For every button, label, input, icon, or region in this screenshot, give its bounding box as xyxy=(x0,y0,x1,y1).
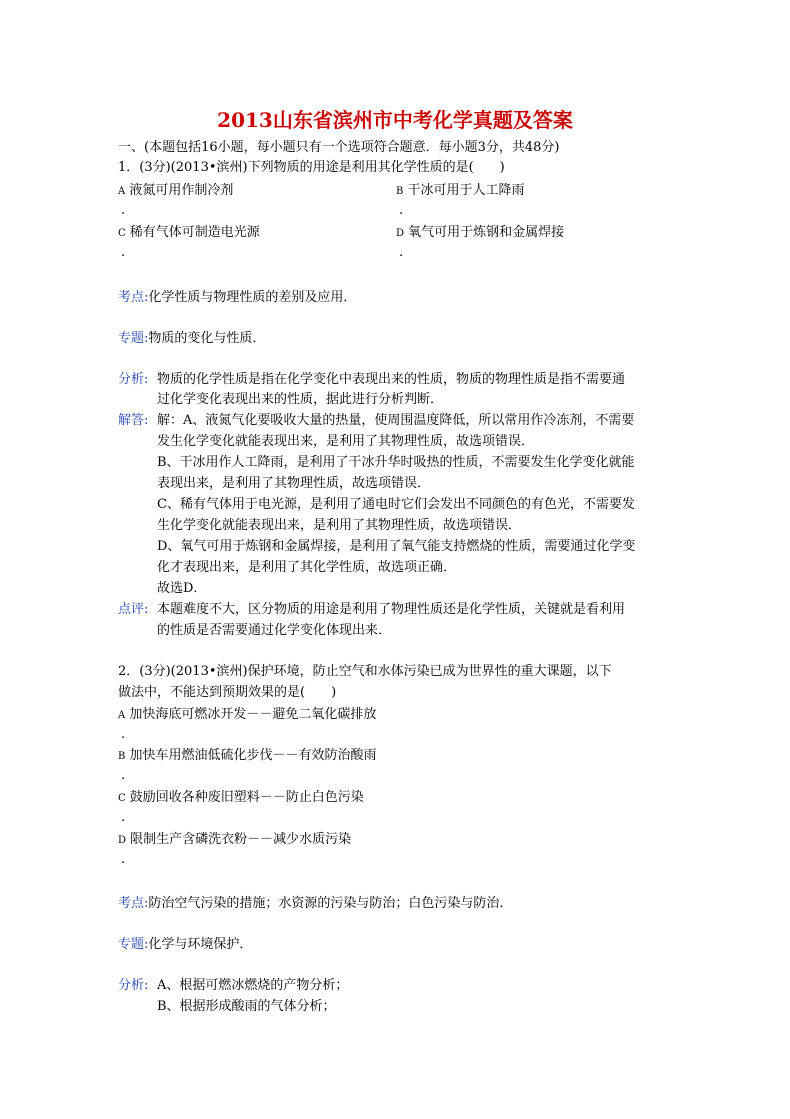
q2-fenxi-label: 分析: xyxy=(118,978,149,993)
q1-jieda-line4: 表现出来，是利用了其物理性质，故选项错误． xyxy=(157,476,431,491)
q1-option-a-text: 液氮可用作制冷剂 xyxy=(129,183,234,198)
q1-option-a-letter: A xyxy=(118,186,126,197)
q2-fenxi-line2: B、根据形成酸雨的气体分析； xyxy=(157,999,336,1014)
q2-option-c-dot: . xyxy=(121,810,126,825)
q1-fenxi-line2: 过化学变化表现出来的性质，据此进行分析判断． xyxy=(157,392,444,407)
q1-option-c-text: 稀有气体可制造电光源 xyxy=(129,225,260,240)
q1-stem: 1．(3分)(2013•滨州)下列物质的用途是利用其化学性质的是( ) xyxy=(118,160,505,175)
q2-option-d xyxy=(118,831,351,850)
q1-jieda-line6: 生化学变化就能表现出来，是利用了其物理性质，故选项错误． xyxy=(157,518,522,533)
q1-option-d-letter: D xyxy=(396,228,405,239)
q1-fenxi-label: 分析: xyxy=(118,372,149,387)
section-heading: 一、(本题包括16小题，每小题只有一个选项符合题意．每小题3分，共48分) xyxy=(118,140,560,155)
q1-option-a-dot: . xyxy=(121,203,126,218)
q2-option-b xyxy=(118,747,377,766)
q1-option-b-dot: . xyxy=(399,203,404,218)
q1-jieda-line1: 解：A、液氮气化要吸收大量的热量，使周围温度降低，所以常用作冷冻剂，不需要 xyxy=(157,413,635,428)
q2-option-c-text: 鼓励回收各种废旧塑料－－防止白色污染 xyxy=(129,790,364,805)
q2-stem-line2: 做法中，不能达到预期效果的是( ) xyxy=(118,685,337,700)
q2-zhuanti-label: 专题: xyxy=(118,937,149,952)
q1-dianping-label: 点评: xyxy=(118,602,149,617)
q2-zhuanti-text: 化学与环境保护． xyxy=(148,937,253,952)
q2-option-b-text: 加快车用燃油低硫化步伐－－有效防治酸雨 xyxy=(129,748,377,763)
q1-dianping-line2: 的性质是否需要通过化学变化体现出来． xyxy=(157,623,392,638)
q1-kaodian-label: 考点: xyxy=(118,290,149,305)
q1-zhuanti-label: 专题: xyxy=(118,331,149,346)
q1-option-a xyxy=(118,182,233,201)
q2-option-a-text: 加快海底可燃冰开发－－避免二氧化碳排放 xyxy=(129,707,377,722)
q1-jieda-label: 解答: xyxy=(118,413,149,428)
q2-option-a-dot: . xyxy=(121,727,126,742)
q1-option-d-dot: . xyxy=(399,245,404,260)
q2-option-b-dot: . xyxy=(121,768,126,783)
q1-dianping-line1: 本题难度不大，区分物质的用途是利用了物理性质还是化学性质，关键就是看利用 xyxy=(157,602,626,617)
q2-option-b-letter: B xyxy=(118,751,126,762)
q1-jieda-line7: D、氧气可用于炼钢和金属焊接，是利用了氧气能支持燃烧的性质，需要通过化学变 xyxy=(157,539,636,554)
q1-kaodian-text: 化学性质与物理性质的差别及应用． xyxy=(148,290,357,305)
q1-option-c xyxy=(118,224,260,243)
q2-stem-line1: 2．(3分)(2013•滨州)保护环境，防止空气和水体污染已成为世界性的重大课题，以下 xyxy=(118,664,612,679)
q1-zhuanti-text: 物质的变化与性质． xyxy=(148,331,266,346)
q2-fenxi-line1: A、根据可燃冰燃烧的产物分析； xyxy=(157,978,349,993)
q1-jieda-line5: C、稀有气体用于电光源，是利用了通电时它们会发出不同颜色的有色光，不需要发 xyxy=(157,497,635,512)
q1-option-b-letter: B xyxy=(396,186,404,197)
q2-kaodian-text: 防治空气污染的措施；水资源的污染与防治；白色污染与防治． xyxy=(148,896,513,911)
q2-option-a-letter: A xyxy=(118,710,126,721)
q1-zhuanti xyxy=(118,330,265,348)
q2-option-d-text: 限制生产含磷洗衣粉－－减少水质污染 xyxy=(130,832,352,847)
q1-jieda-line3: B、干冰用作人工降雨，是利用了干冰升华时吸热的性质，不需要发生化学变化就能 xyxy=(157,455,635,470)
q2-option-d-dot: . xyxy=(121,852,126,867)
q2-option-a xyxy=(118,706,376,725)
q2-option-c xyxy=(118,789,364,808)
q1-jieda-line2: 发生化学变化就能表现出来，是利用了其物理性质，故选项错误． xyxy=(157,434,535,449)
q1-kaodian xyxy=(118,289,356,307)
q1-option-b-text: 干冰可用于人工降雨 xyxy=(407,183,525,198)
q2-option-d-letter: D xyxy=(118,835,127,846)
q1-option-c-dot: . xyxy=(121,245,126,260)
q2-zhuanti xyxy=(118,936,252,954)
q1-jieda-line8: 化才表现出来，是利用了其化学性质，故选项正确． xyxy=(157,560,457,575)
q2-kaodian-label: 考点: xyxy=(118,896,149,911)
q2-option-c-letter: C xyxy=(118,793,126,804)
q1-fenxi-line1: 物质的化学性质是指在化学变化中表现出来的性质，物质的物理性质是指不需要通 xyxy=(157,372,626,387)
q2-kaodian xyxy=(118,895,512,913)
q1-option-d xyxy=(396,224,564,243)
document-title: 2013山东省滨州市中考化学真题及答案 xyxy=(217,108,573,132)
q1-option-b xyxy=(396,182,525,201)
q1-option-d-text: 氧气可用于炼钢和金属焊接 xyxy=(408,225,565,240)
q1-option-c-letter: C xyxy=(118,228,126,239)
q1-jieda-line9: 故选D． xyxy=(157,581,207,596)
